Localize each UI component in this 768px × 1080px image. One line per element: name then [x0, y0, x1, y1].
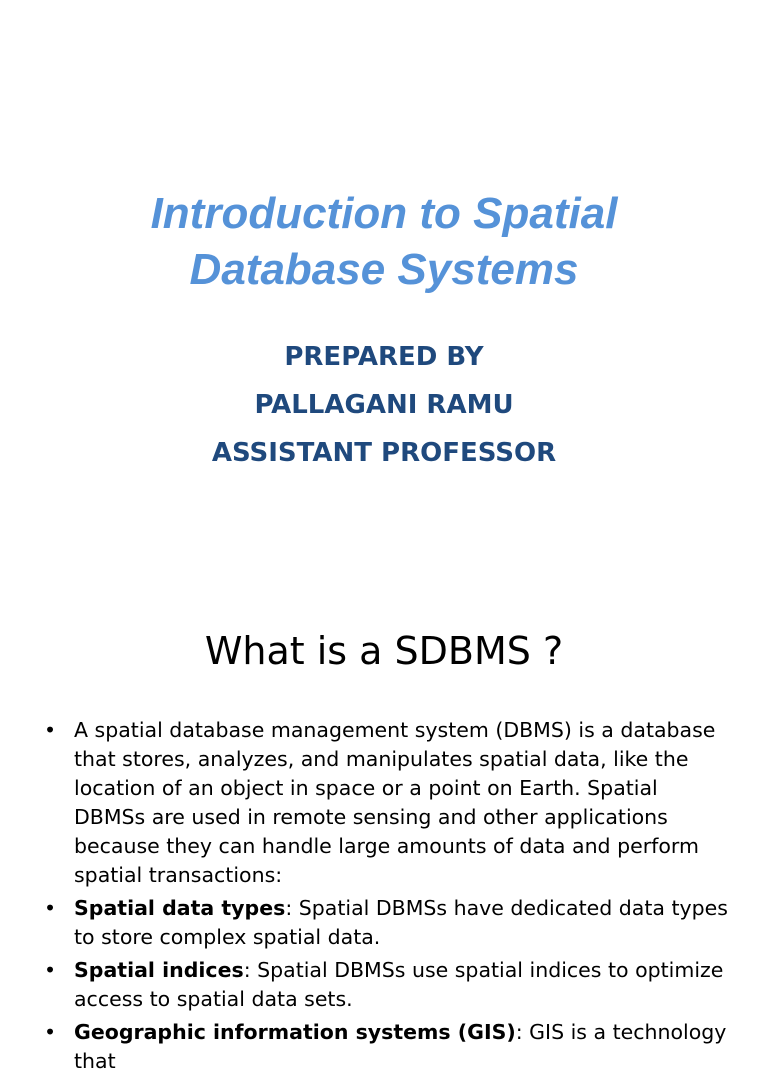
slide-subtitle — [0, 333, 768, 477]
bullet-text: : Spatial DBMSs have dedicated data types to store complex spatial data. — [74, 896, 728, 949]
bullet-item — [42, 956, 732, 1014]
bullet-item — [42, 894, 732, 952]
bullet-icon: • — [44, 958, 57, 982]
bullet-icon: • — [44, 718, 57, 742]
bullet-term: Spatial indices — [74, 958, 244, 982]
bullet-term: Geographic information systems (GIS) — [74, 1020, 516, 1044]
bullet-text: : Spatial DBMSs use spatial indices to optimize access to spatial data sets. — [74, 958, 724, 1011]
bullet-icon: • — [44, 1020, 57, 1044]
bullet-list — [42, 716, 732, 1080]
subtitle-author-role: ASSISTANT PROFESSOR — [211, 438, 557, 468]
bullet-item — [42, 716, 732, 890]
bullet-text: A spatial database management system (DBMS) is a database that stores, analyzes, and manipulates spatial data, like the location of an object in space or a point on Earth. Spatial DBMSs are used in remote sensing and other applications because they can handle large amounts of data and perform spatial transactions: — [74, 718, 716, 887]
bullet-icon: • — [44, 896, 57, 920]
slide-title — [0, 186, 768, 298]
subtitle-author-name: PALLAGANI RAMU — [254, 390, 514, 420]
slide-heading: What is a SDBMS ? — [204, 629, 564, 673]
title-line-2: Database Systems — [189, 245, 579, 294]
subtitle-prepared-by: PREPARED BY — [284, 342, 484, 372]
bullet-text: : GIS is a technology that — [74, 1020, 727, 1073]
bullet-item — [42, 1018, 732, 1076]
content-slide — [0, 576, 768, 1073]
bullet-term: Spatial data types — [74, 896, 286, 920]
title-line-1: Introduction to Spatial — [150, 189, 618, 238]
